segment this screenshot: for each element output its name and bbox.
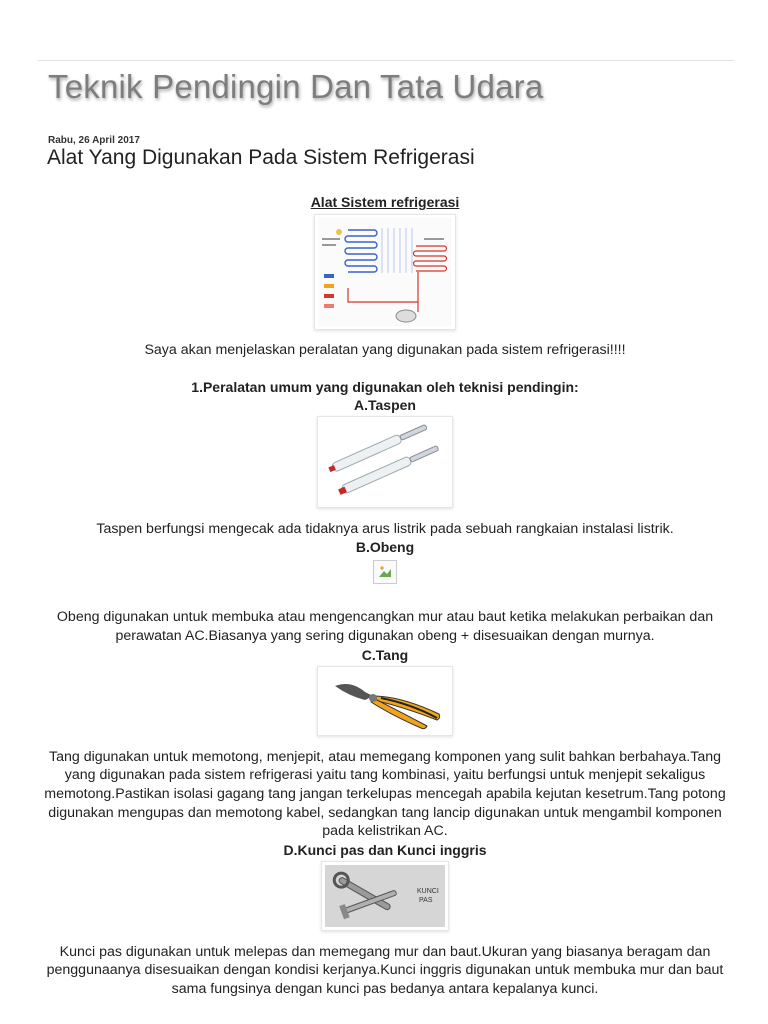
kunci-image-text: KUNCI [417, 888, 439, 896]
kunci-description: Kunci pas digunakan untuk melepas dan memegang mur dan baut.Ukuran yang biasanya beragam dan penggunaanya disesuaikan dengan kondisi kerjanya.Kunci inggris digunakan untuk membuka mur dan baut sama fungsinya dengan kunci pas bedanya antara kepalanya kunci. [46, 943, 724, 998]
blog-title[interactable]: Teknik Pendingin Dan Tata Udara [48, 68, 544, 105]
post-date: Rabu, 26 April 2017 [48, 135, 140, 146]
pliers-icon [321, 670, 449, 732]
kunci-image[interactable] [321, 861, 449, 931]
post-title: Alat Yang Digunakan Pada Sistem Refrigerasi [47, 146, 475, 169]
kunci-title: D.Kunci pas dan Kunci inggris [283, 841, 487, 858]
tang-description: Tang digunakan untuk memotong, menjepit, atau memegang komponen yang sulit bahkan berbahaya.Tang yang digunakan pada sistem refrigerasi yaitu tang kombinasi, yaitu berfungsi untuk menjepit sekaligus memotong.Pastikan isolasi gagang tang jangan terkelupas mencegah apabila kejutan kesetrum.Tang potong digunakan mengupas dan memotong kabel, sedangkan tang lancip digunakan untuk mengambil komponen pada kelistrikan AC. [44, 748, 726, 840]
taspen-image[interactable] [317, 416, 453, 508]
section-1-title: 1.Peralatan umum yang digunakan oleh teknisi pendingin: [191, 378, 579, 395]
taspen-icon [321, 420, 449, 504]
obeng-description: Obeng digunakan untuk membuka atau mengencangkan mur atau baut ketika melakukan perbaikan dan perawatan AC.Biasanya yang sering digunakan obeng + disesuaikan dengan murnya. [56, 609, 714, 644]
content-heading: Alat Sistem refrigerasi [310, 194, 460, 210]
wrench-icon [325, 865, 445, 927]
svg-text:PAS: PAS [419, 897, 433, 905]
broken-image-icon[interactable] [373, 560, 397, 584]
refrigeration-diagram-icon [318, 218, 452, 326]
header-divider [38, 60, 734, 61]
taspen-description: Taspen berfungsi mengecak ada tidaknya arus listrik pada sebuah rangkaian instalasi listrik. [96, 520, 674, 537]
tang-title: C.Tang [361, 646, 409, 663]
tang-image[interactable] [317, 666, 453, 736]
obeng-title: B.Obeng [355, 539, 415, 556]
taspen-title: A.Taspen [354, 397, 416, 414]
intro-text: Saya akan menjelaskan peralatan yang digunakan pada sistem refrigerasi!!!! [144, 342, 626, 359]
post-body [44, 193, 726, 999]
refrigeration-diagram-image[interactable] [314, 214, 456, 330]
